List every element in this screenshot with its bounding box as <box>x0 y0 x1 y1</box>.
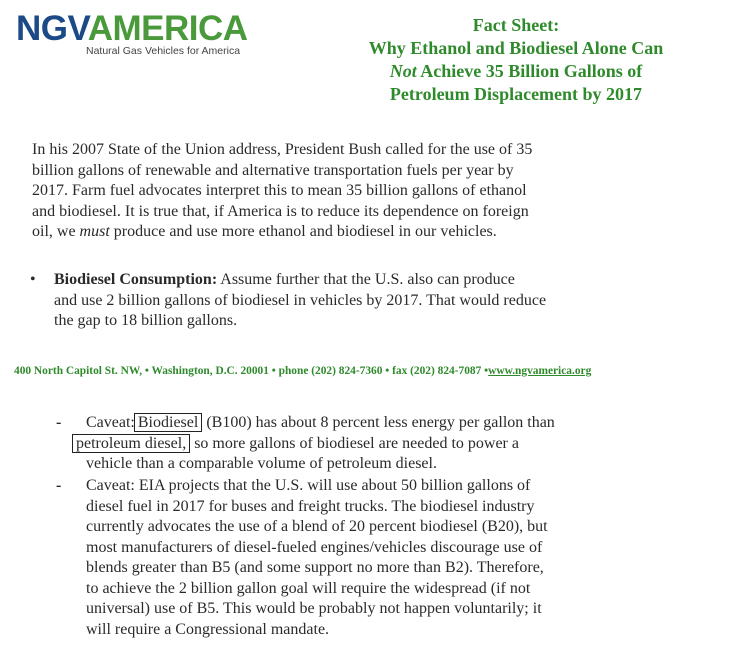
fact-sheet-title-line-2 <box>348 60 684 83</box>
caveat-line: most manufacturers of diesel-fueled engines/vehicles discourage use of <box>86 538 543 556</box>
caveat-item-1 <box>56 413 696 477</box>
intro-paragraph <box>32 140 632 243</box>
caveat-label: Caveat: <box>86 414 135 431</box>
fact-sheet-heading <box>348 14 684 106</box>
intro-line-5-a: oil, we <box>32 223 80 240</box>
caveat-line: will require a Congressional mandate. <box>86 620 330 638</box>
intro-line: 2017. Farm fuel advocates interpret this to mean 35 billion gallons of ethanol <box>32 182 527 199</box>
bullet-line: the gap to 18 billion gallons. <box>54 312 238 329</box>
logo-tagline: Natural Gas Vehicles for America <box>86 45 241 57</box>
fact-sheet-title-line-3: Petroleum Displacement by 2017 <box>389 84 643 104</box>
intro-line: billion gallons of renewable and alternative transportation fuels per year by <box>32 161 514 179</box>
caveat-1-text <box>76 413 555 475</box>
bullet-line <box>54 270 546 291</box>
intro-line: and biodiesel. It is true that, if America is to reduce its dependence on foreign <box>32 202 529 220</box>
address-text: 400 North Capitol St. NW, • Washington, D.C. 20001 • phone (202) 824-7360 • fax (202) 824-7087 • <box>14 365 489 377</box>
caveat-line: currently advocates the use of a blend of 20 percent biodiesel (B20), but <box>86 518 548 535</box>
caveat-line: blends greater than B5 (and some support no more than B2). Therefore, <box>86 559 544 576</box>
logo-america-text: AMERICA <box>87 9 248 48</box>
intro-line-5-b: produce and use more ethanol and biodiesel in our vehicles. <box>109 223 497 240</box>
emphasis-must: must <box>79 223 110 240</box>
boxed-biodiesel: Biodiesel <box>134 413 202 432</box>
caveat-line <box>76 434 555 455</box>
caveat-item-2 <box>56 476 696 641</box>
intro-line: In his 2007 State of the Union address, President Bush called for the use of 35 <box>32 141 533 158</box>
ngvamerica-logo <box>16 10 276 62</box>
dash-marker: - <box>56 477 62 494</box>
emphasis-not: Not <box>389 61 417 81</box>
address-footer <box>14 365 734 377</box>
bullet-heading: Biodiesel Consumption: <box>54 271 218 288</box>
caveat-line: universal) use of B5. This would be probably not happen voluntarily; it <box>86 600 542 617</box>
caveat-1-line-2-rest: so more gallons of biodiesel are needed to power a <box>190 434 519 452</box>
bullet-text <box>54 270 546 332</box>
logo-wordmark <box>16 10 248 48</box>
dash-marker: - <box>56 414 62 431</box>
boxed-petroleum-diesel: petroleum diesel, <box>72 434 190 453</box>
fact-sheet-title-line-1: Why Ethanol and Biodiesel Alone Can <box>368 38 664 58</box>
title-line-2-rest: Achieve 35 Billion Gallons of <box>416 61 643 81</box>
caveat-2-text <box>86 476 548 640</box>
bullet-marker: • <box>30 271 36 288</box>
intro-line <box>32 222 632 243</box>
website-link[interactable]: www.ngvamerica.org <box>488 365 592 377</box>
caveat-line <box>86 413 555 434</box>
bullet-line-1-rest: Assume further that the U.S. also can produce <box>217 271 515 288</box>
caveat-line: vehicle than a comparable volume of petroleum diesel. <box>86 455 437 472</box>
caveat-line: diesel fuel in 2017 for buses and freight trucks. The biodiesel industry <box>86 497 535 515</box>
caveat-1-line-1-rest: (B100) has about 8 percent less energy per gallon than <box>202 414 555 431</box>
fact-sheet-label: Fact Sheet: <box>472 15 560 35</box>
caveat-line: to achieve the 2 billion gallon goal will require the widespread (if not <box>86 579 531 597</box>
logo-ngv-text: NGV <box>16 9 88 48</box>
caveat-line: Caveat: EIA projects that the U.S. will use about 50 billion gallons of <box>86 477 531 494</box>
bullet-line: and use 2 billion gallons of biodiesel in vehicles by 2017. That would reduce <box>54 291 547 309</box>
